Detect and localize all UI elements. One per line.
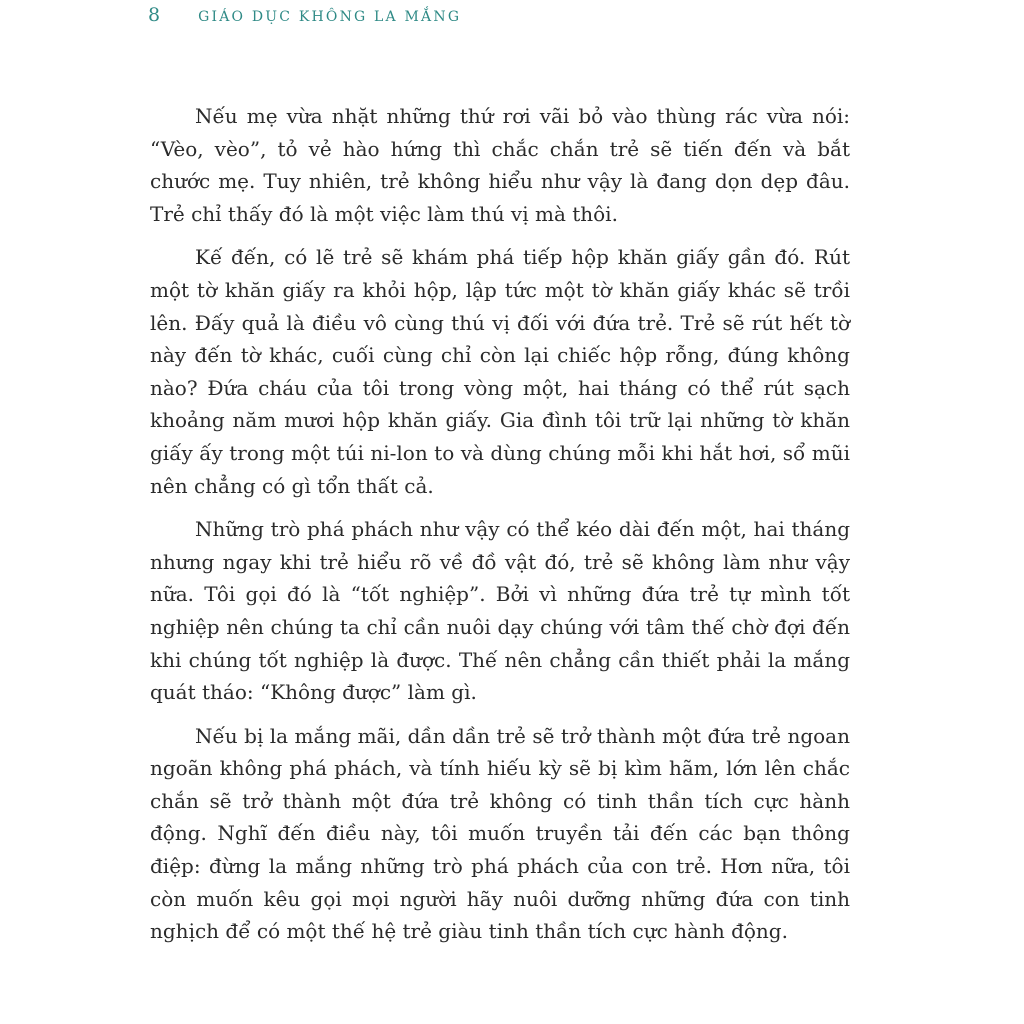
- paragraph: Kế đến, có lẽ trẻ sẽ khám phá tiếp hộp khăn giấy gần đó. Rút một tờ khăn giấy ra khỏi hộp, lập tức một tờ khăn giấy khác sẽ trồi lên. Đấy quả là điều vô cùng thú vị đối với đứa trẻ. Trẻ sẽ rút hết tờ này đến tờ khác, cuối cùng chỉ còn lại chiếc hộp rỗng, đúng không nào? Đứa cháu của tôi trong vòng một, hai tháng có thể rút sạch khoảng năm mươi hộp khăn giấy. Gia đình tôi trữ lại những tờ khăn giấy ấy trong một túi ni-lon to và dùng chúng mỗi khi hắt hơi, sổ mũi nên chẳng có gì tổn thất cả.: [150, 245, 850, 498]
- paragraph: Nếu bị la mắng mãi, dần dần trẻ sẽ trở thành một đứa trẻ ngoan ngoãn không phá phách, và tính hiếu kỳ sẽ bị kìm hãm, lớn lên chắc chắn sẽ trở thành một đứa trẻ không có tinh thần tích cực hành động. Nghĩ đến điều này, tôi muốn truyền tải đến các bạn thông điệp: đừng la mắng những trò phá phách của con trẻ. Hơn nữa, tôi còn muốn kêu gọi mọi người hãy nuôi dưỡng những đứa con tinh nghịch để có một thế hệ trẻ giàu tinh thần tích cực hành động.: [150, 723, 850, 944]
- running-header: [148, 4, 461, 30]
- paragraph: Những trò phá phách như vậy có thể kéo dài đến một, hai tháng nhưng ngay khi trẻ hiểu rõ về đồ vật đó, trẻ sẽ không làm như vậy nữa. Tôi gọi đó là “tốt nghiệp”. Bởi vì những đứa trẻ tự mình tốt nghiệp nên chúng ta chỉ cần nuôi dạy chúng với tâm thế chờ đợi đến khi chúng tốt nghiệp là được. Thế nên chẳng cần thiết phải la mắng quát tháo: “Không được” làm gì.: [150, 517, 850, 705]
- paragraph: Nếu mẹ vừa nhặt những thứ rơi vãi bỏ vào thùng rác vừa nói: “Vèo, vèo”, tỏ vẻ hào hứng thì chắc chắn trẻ sẽ tiến đến và bắt chước mẹ. Tuy nhiên, trẻ không hiểu như vậy là đang dọn dẹp đâu. Trẻ chỉ thấy đó là một việc làm thú vị mà thôi.: [150, 104, 850, 226]
- body-text: [150, 100, 850, 959]
- book-title: GIÁO DỤC KHÔNG LA MẮNG: [198, 9, 462, 25]
- page-number: 8: [148, 4, 161, 26]
